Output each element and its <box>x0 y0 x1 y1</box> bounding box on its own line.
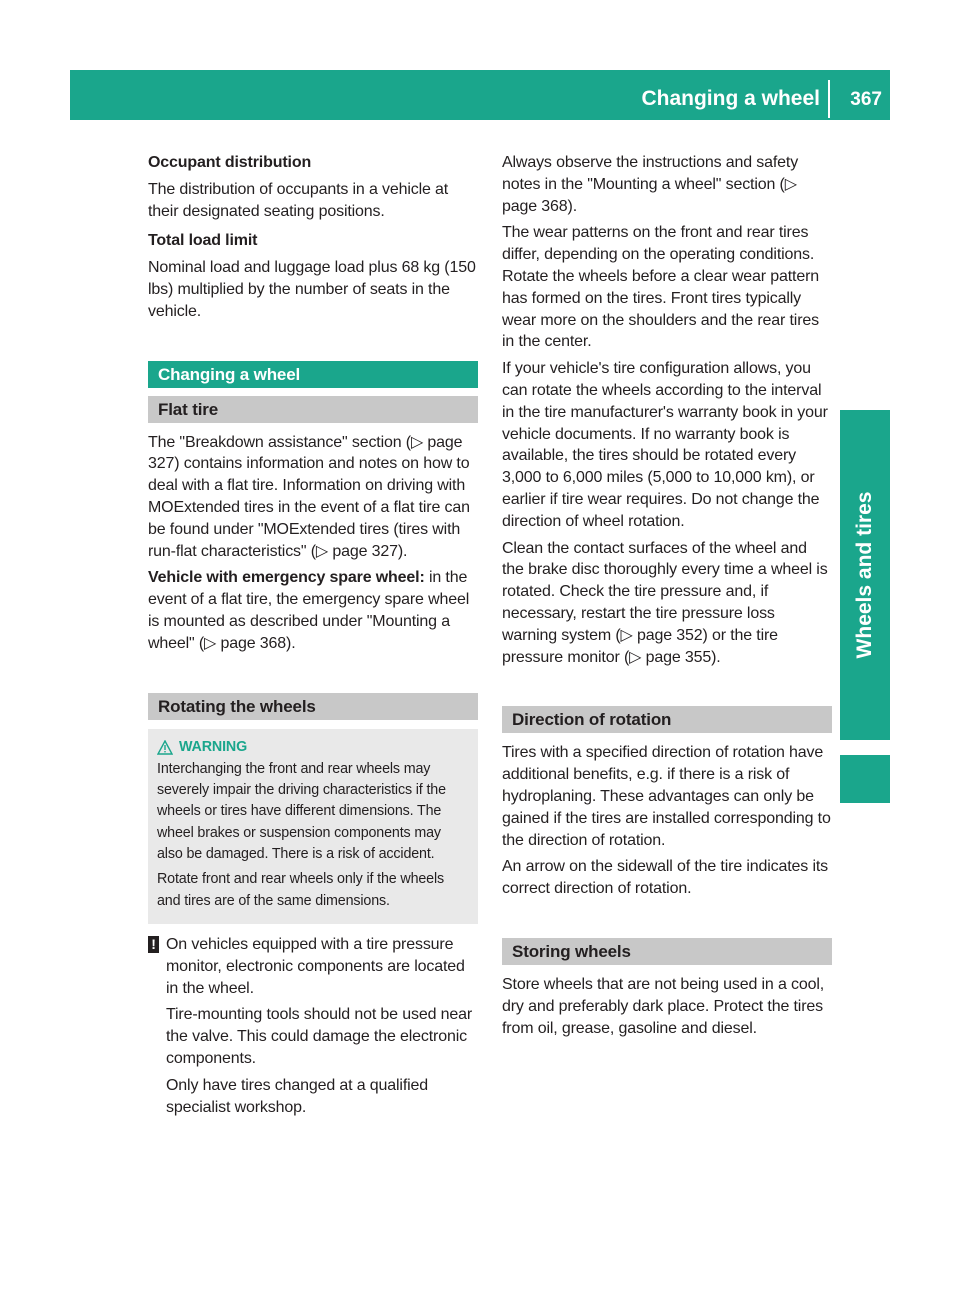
occupant-text: The distribution of occupants in a vehicle at their designated seating positions. <box>148 180 449 220</box>
warning-triangle-icon <box>157 740 173 755</box>
header-divider <box>828 80 830 118</box>
note-text-1: On vehicles equipped with a tire pressure monitor, electronic components are located in the wheel. <box>166 935 465 997</box>
right-text-2: The wear patterns on the front and rear tires differ, depending on the operating conditions. Rotate the wheels before a clear wear pattern has formed on the tires. Front tires typically wear more on the shoulders and the rear tires in the center. <box>502 224 819 351</box>
note-text-3: Only have tires changed at a qualified specialist workshop. <box>166 1076 429 1116</box>
rotating-heading: Rotating the wheels <box>148 693 478 720</box>
storing-heading: Storing wheels <box>502 938 832 965</box>
right-text-1: Always observe the instructions and safety notes in the "Mounting a wheel" section (▷ page 368). <box>502 154 799 215</box>
right-text-5: Tires with a specified direction of rotation have additional benefits, e.g. if there is a risk of hydroplaning. These advantages can only be gained if the tires are installed corresponding to the direction of rotation. <box>502 744 831 849</box>
page-header <box>70 70 890 120</box>
right-text-4: Clean the contact surfaces of the wheel and the brake disc thoroughly every time a wheel is rotated. Check the tire pressure and, if necessary, restart the tire pressure loss warning system (▷ page 352) or the tire pressure monitor (▷ page 355). <box>502 539 828 666</box>
right-text-7: Store wheels that are not being used in a cool, dry and preferably dark place. Protect the tires from oil, grease, gasoline and diesel. <box>502 975 825 1037</box>
side-marker <box>840 755 890 803</box>
warning-text-2: Rotate front and rear wheels only if the wheels and tires are of the same dimensions. <box>157 871 444 909</box>
spare-wheel-paragraph <box>148 567 478 654</box>
exclamation-icon: ! <box>148 936 159 953</box>
right-text-6: An arrow on the sidewall of the tire indicates its correct direction of rotation. <box>502 858 829 898</box>
warning-text-1: Interchanging the front and rear wheels may severely impair the driving characteristics if the wheels or tires have different dimensions. The wheel brakes or suspension components may also be damaged. There is a risk of accident. <box>157 760 446 863</box>
note-text-2: Tire-mounting tools should not be used near the valve. This could damage the electronic components. <box>166 1006 473 1067</box>
total-heading: Total load limit <box>148 232 258 250</box>
direction-heading: Direction of rotation <box>502 706 832 733</box>
flat-tire-text: The "Breakdown assistance" section (▷ page 327) contains information and notes on how to deal with a flat tire. Information on driving with MOExtended tires in the event of a flat tire can be found under "MOExtended tires (tires with run-flat characteristics" (▷ page 327). <box>148 433 470 560</box>
section-heading: Changing a wheel <box>148 361 478 388</box>
flat-tire-heading: Flat tire <box>148 396 478 423</box>
warning-box <box>148 729 478 924</box>
right-column <box>502 152 832 1044</box>
chapter-title: Changing a wheel <box>641 87 820 110</box>
left-column <box>148 152 478 1123</box>
spare-wheel-text: in the event of a flat tire, the emergency spare wheel is mounted as described under "Mounting a wheel" (▷ page 368). <box>148 569 470 652</box>
warning-title <box>157 737 470 758</box>
spare-wheel-label: Vehicle with emergency spare wheel: <box>148 569 425 587</box>
warning-label: WARNING <box>179 738 248 755</box>
page-number: 367 <box>850 89 882 110</box>
total-text: Nominal load and luggage load plus 68 kg (150 lbs) multiplied by the number of seats in the vehicle. <box>148 259 476 320</box>
occupant-heading: Occupant distribution <box>148 154 312 171</box>
note-block <box>148 934 478 1118</box>
side-tab-label: Wheels and tires <box>853 491 876 659</box>
right-text-3: If your vehicle's tire configuration allows, you can rotate the wheels according to the interval in the tire manufacturer's warranty book in your vehicle documents. If no warranty book is available, the tires should be rotated every 3,000 to 6,000 miles (5,000 to 10,000 km), or earlier if tire wear requires. Do not change the direction of wheel rotation. <box>502 360 828 530</box>
side-tab <box>840 410 890 740</box>
